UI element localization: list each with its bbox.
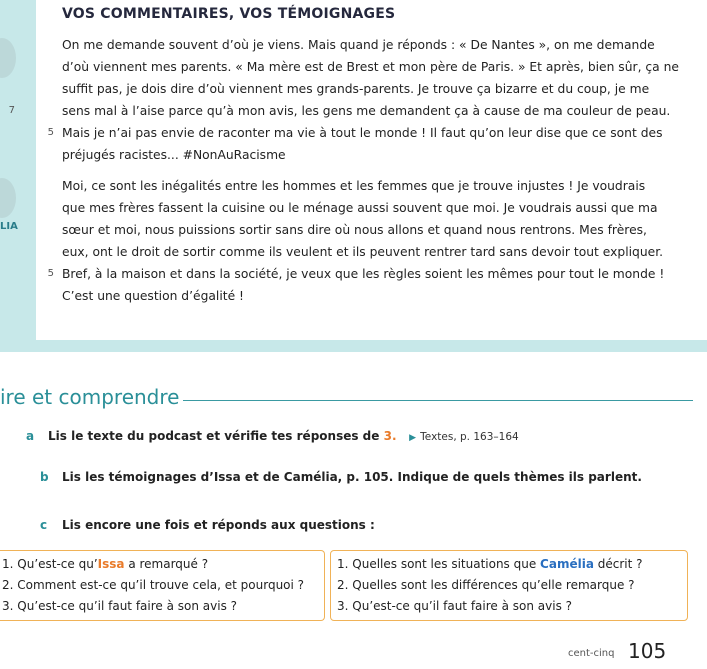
task-b: b Lis les témoignages d’Issa et de Camélia, p. 105. Indique de quels thèmes ils parlent.	[40, 470, 642, 484]
question-3: 3. Qu’est-ce qu’il faut faire à son avis ?	[2, 599, 238, 613]
questions-camelia-box	[330, 550, 688, 621]
name-camelia: Camélia	[540, 557, 594, 571]
text-line: eux, ont le droit de sortir comme ils veulent et ils peuvent rentrer tard sans devoir tout expliquer.	[62, 245, 664, 259]
speaker-tag: LIA	[0, 221, 18, 232]
play-arrow-icon: ▶	[409, 433, 416, 443]
question-1: 1. Qu’est-ce qu’Issa a remarqué ?	[2, 557, 209, 571]
page-reference-link[interactable]: Textes, p. 163–164	[420, 431, 519, 443]
questions-issa-box	[0, 550, 325, 621]
text-line: On me demande souvent d’où je viens. Mais quand je réponds : « De Nantes », on me demande	[62, 38, 655, 52]
question-1: 1. Quelles sont les situations que Camélia décrit ?	[337, 557, 643, 571]
title-divider	[183, 400, 693, 401]
name-issa: Issa	[97, 557, 125, 571]
text-line: sœur et moi, nous puissions sortir sans dire où nous allons et quand nous rentrons. Mes frères,	[62, 223, 647, 237]
section-title: ire et comprendre	[0, 385, 180, 409]
page-number: 105	[628, 639, 667, 663]
text-line: 7 sens mal à l’aise parce qu’à mon avis, les gens me demandent ça à cause de ma couleur de peau.	[62, 100, 702, 122]
question-3: 3. Qu’est-ce qu’il faut faire à son avis ?	[337, 599, 573, 613]
question-2: 2. Quelles sont les différences qu’elle remarque ?	[337, 578, 635, 592]
text-line: Moi, ce sont les inégalités entre les hommes et les femmes que je trouve injustes ! Je voudrais	[62, 179, 646, 193]
task-letter: c	[40, 518, 48, 532]
text-line: 5 Bref, à la maison et dans la société, je veux que les règles soient les mêmes pour tout le monde !	[62, 263, 702, 285]
line-number: 5	[47, 268, 54, 279]
task-a: a Lis le texte du podcast et vérifie tes réponses de 3. ▶ Textes, p. 163–164	[26, 429, 519, 443]
testimony-issa	[8, 34, 702, 166]
line-number: 7	[8, 105, 15, 116]
text-line: préjugés racistes... #NonAuRacisme	[62, 148, 286, 162]
task-c: c Lis encore une fois et réponds aux questions :	[40, 518, 375, 532]
text-line: C’est une question d’égalité !	[62, 289, 244, 303]
section-heading: VOS COMMENTAIRES, VOS TÉMOIGNAGES	[62, 6, 396, 22]
task-letter: b	[40, 470, 49, 484]
text-line: d’où viennent mes parents. « Ma mère est de Brest et mon père de Paris. » Et après, bien sûr, ça ne	[62, 60, 679, 74]
task-letter: a	[26, 429, 35, 443]
page-number-word: cent-cinq	[568, 648, 615, 659]
text-line: que mes frères fassent la cuisine ou le ménage aussi souvent que moi. Je voudrais aussi que ma	[62, 201, 658, 215]
text-line: suffit pas, je dois dire d’où viennent mes grands-parents. Je trouve ça bizarre et du coup, je me	[62, 82, 650, 96]
line-number: 5	[47, 127, 54, 138]
testimony-camelia	[47, 175, 702, 307]
text-line: 5 Mais je n’ai pas envie de raconter ma vie à tout le monde ! Il faut qu’on leur dise que ce sont des	[62, 122, 702, 144]
activity-reference: 3.	[383, 429, 397, 443]
question-2: 2. Comment est-ce qu’il trouve cela, et pourquoi ?	[2, 578, 305, 592]
